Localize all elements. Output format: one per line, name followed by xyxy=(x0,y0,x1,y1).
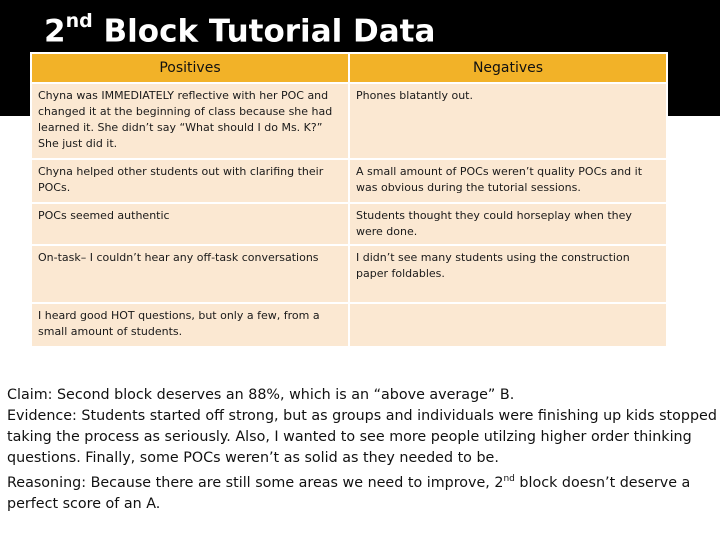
negative-cell: I didn’t see many students using the construction paper foldables. xyxy=(349,245,667,303)
page-title xyxy=(44,2,435,53)
title-ordinal: 2 xyxy=(44,13,66,50)
table-row xyxy=(31,83,667,159)
table-row xyxy=(31,245,667,303)
table-row xyxy=(31,303,667,347)
title-text: Block Tutorial Data xyxy=(92,13,436,50)
reasoning-ordinal-suffix: nd xyxy=(503,474,515,484)
table-header-row xyxy=(31,53,667,83)
reasoning-part: block doesn’t deserve a perfect score of an A. xyxy=(7,474,691,512)
negative-cell: Students thought they could horseplay when they were done. xyxy=(349,203,667,245)
title-ordinal-suffix: nd xyxy=(65,10,93,32)
reasoning-part: Reasoning: Because there are still some areas we need to improve, 2 xyxy=(7,474,504,491)
positive-cell: Chyna was IMMEDIATELY reflective with her POC and changed it at the beginning of class because she had learned it. She didn’t say “What should I do Ms. K?” She just did it. xyxy=(31,83,349,159)
reasoning-text xyxy=(7,469,717,515)
positive-cell: I heard good HOT questions, but only a few, from a small amount of students. xyxy=(31,303,349,347)
evidence-text: Evidence: Students started off strong, but as groups and individuals were finishing up kids stopped taking the process as seriously. Also, I wanted to see more people utilzing higher order thinking questions. Finally, some POCs weren’t as solid as they needed to be. xyxy=(7,408,717,466)
negative-cell: A small amount of POCs weren’t quality POCs and it was obvious during the tutorial sessions. xyxy=(349,159,667,203)
negative-cell: Phones blatantly out. xyxy=(349,83,667,159)
positive-cell: Chyna helped other students out with clarifing their POCs. xyxy=(31,159,349,203)
negatives-header: Negatives xyxy=(349,53,667,83)
tutorial-data-table xyxy=(30,52,668,348)
positives-header: Positives xyxy=(31,53,349,83)
claim-text: Claim: Second block deserves an 88%, which is an “above average” B. xyxy=(7,387,515,403)
table-row xyxy=(31,203,667,245)
positive-cell: On-task– I couldn’t hear any off-task conversations xyxy=(31,245,349,303)
negative-cell xyxy=(349,303,667,347)
table-row xyxy=(31,159,667,203)
claim-evidence-reasoning xyxy=(7,385,717,515)
positive-cell: POCs seemed authentic xyxy=(31,203,349,245)
